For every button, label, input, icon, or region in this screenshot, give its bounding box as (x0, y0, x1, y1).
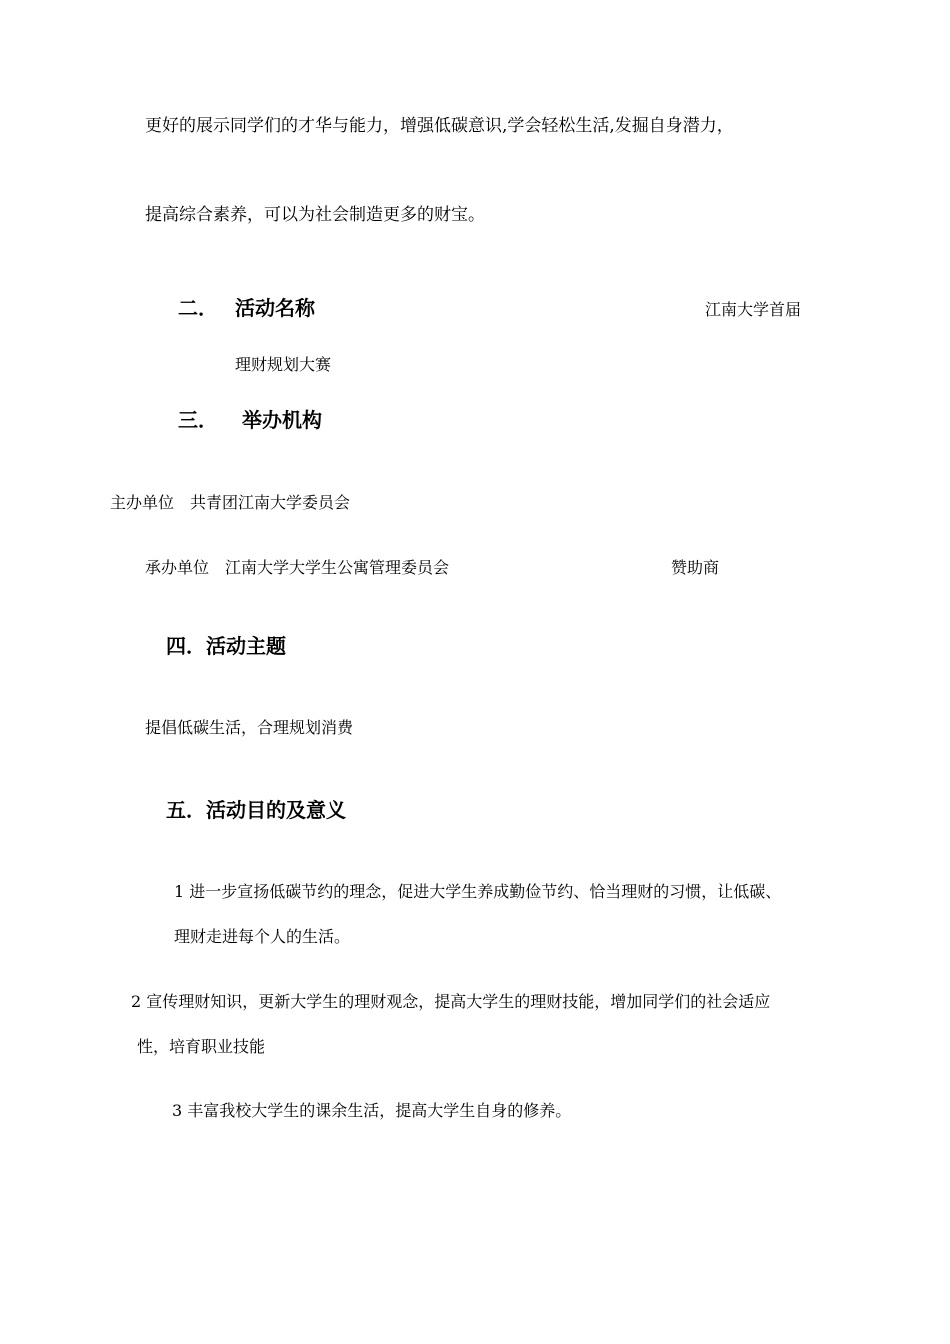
purpose-item-1-line-1: 1 进一步宣扬低碳节约的理念，促进大学生养成勤俭节约、恰当理财的习惯，让低碳、 (174, 882, 782, 901)
organizer-unit: 承办单位 江南大学大学生公寓管理委员会 (145, 558, 450, 577)
section-2-title: 活动名称 (235, 296, 315, 320)
intro-line-2: 提高综合素养，可以为社会制造更多的财宝。 (145, 205, 485, 225)
section-4-content: 提倡低碳生活，合理规划消费 (145, 718, 354, 737)
purpose-item-2-line-1: 2 宣传理财知识，更新大学生的理财观念，提高大学生的理财技能，增加同学们的社会适应 (131, 992, 771, 1011)
section-3-number: 三． (178, 408, 218, 432)
intro-line-1: 更好的展示同学们的才华与能力，增强低碳意识,学会轻松生活,发掘自身潜力， (145, 116, 734, 136)
purpose-item-3: 3 丰富我校大学生的课余生活，提高大学生自身的修养。 (172, 1101, 572, 1120)
section-5-title: 五．活动目的及意义 (166, 798, 346, 822)
section-4-title: 四．活动主题 (166, 634, 286, 658)
host-unit: 主办单位 共青团江南大学委员会 (110, 493, 351, 512)
section-2-value-part-2: 理财规划大赛 (235, 355, 332, 374)
purpose-item-2-line-2: 性，培育职业技能 (137, 1037, 266, 1056)
purpose-item-1-line-2: 理财走进每个人的生活。 (174, 927, 351, 946)
section-2-value-part-1: 江南大学首届 (705, 300, 802, 319)
section-3-title: 举办机构 (242, 408, 322, 432)
sponsor-label: 赞助商 (671, 558, 720, 577)
section-2-number: 二． (178, 296, 218, 320)
